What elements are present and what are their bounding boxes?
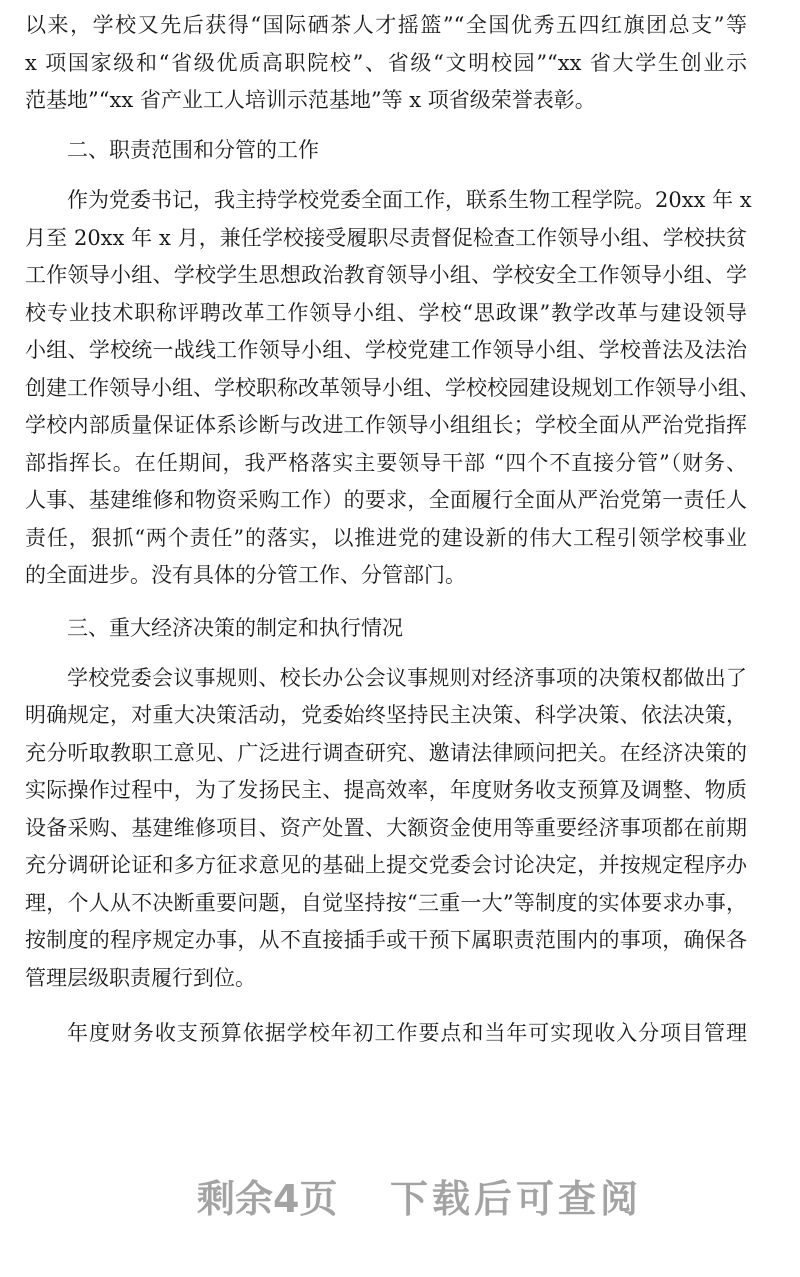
paragraph-line: 理，个人从不决断重要问题，自觉坚持按“三重一大”等制度的实体要求办事， xyxy=(25,891,747,915)
download-to-view-link[interactable]: 下载后可查阅 xyxy=(390,1177,643,1221)
paragraph-line: 作为党委书记，我主持学校党委全面工作，联系生物工程学院。20xx 年 x xyxy=(67,188,752,212)
paragraph-line: 人事、基建维修和物资采购工作）的要求，全面履行全面从严治党第一责任人 xyxy=(25,488,747,512)
paragraph-line: 管理层级职责履行到位。 xyxy=(25,966,256,990)
paragraph-line: 部指挥长。在任期间，我严格落实主要领导干部 “四个不直接分管”（财务、 xyxy=(25,451,747,475)
paragraph-line: 以来，学校又先后获得“国际硒茶人才摇篮”“全国优秀五四红旗团总支”等 xyxy=(25,13,747,37)
paragraph-line: 充分听取教职工意见、广泛进行调查研究、邀请法律顾问把关。在经济决策的 xyxy=(25,741,747,765)
paragraph-line: 工作领导小组、学校学生思想政治教育领导小组、学校安全工作领导小组、学 xyxy=(25,263,747,287)
remaining-pages-label: 剩余4页 xyxy=(197,1177,338,1221)
section-heading: 三、重大经济决策的制定和执行情况 xyxy=(67,616,403,640)
section-heading: 二、职责范围和分管的工作 xyxy=(67,138,319,162)
paragraph-line: 明确规定，对重大决策活动，党委始终坚持民主决策、科学决策、依法决策， xyxy=(25,703,747,727)
paragraph-line: 学校内部质量保证体系诊断与改进工作领导小组组长；学校全面从严治党指挥 xyxy=(25,413,747,437)
paragraph-line: 创建工作领导小组、学校职称改革领导小组、学校校园建设规划工作领导小组、 xyxy=(25,376,760,400)
paragraph-line: 实际操作过程中，为了发扬民主、提高效率，年度财务收支预算及调整、物质 xyxy=(25,778,747,802)
paragraph-line: x 项国家级和“省级优质高职院校”、省级“文明校园”“xx 省大学生创业示 xyxy=(25,51,747,75)
paragraph-line: 的全面进步。没有具体的分管工作、分管部门。 xyxy=(25,563,466,587)
paragraph-line: 小组、学校统一战线工作领导小组、学校党建工作领导小组、学校普法及法治 xyxy=(25,338,747,362)
download-prompt[interactable] xyxy=(0,1176,800,1222)
paragraph-line: 充分调研论证和多方征求意见的基础上提交党委会讨论决定，并按规定程序办 xyxy=(25,853,747,877)
paragraph-line: 责任，狠抓“两个责任”的落实，以推进党的建设新的伟大工程引领学校事业 xyxy=(25,526,747,550)
paragraph-line: 范基地”“xx 省产业工人培训示范基地”等 x 项省级荣誉表彰。 xyxy=(25,88,596,112)
paragraph-line: 月至 20xx 年 x 月，兼任学校接受履职尽责督促检查工作领导小组、学校扶贫 xyxy=(25,226,747,250)
paragraph-line: 设备采购、基建维修项目、资产处置、大额资金使用等重要经济事项都在前期 xyxy=(25,816,747,840)
paragraph-line: 按制度的程序规定办事，从不直接插手或干预下属职责范围内的事项，确保各 xyxy=(25,928,747,952)
paragraph-line: 学校党委会议事规则、校长办公会议事规则对经济事项的决策权都做出了 xyxy=(67,666,747,690)
paragraph-line: 校专业技术职称评聘改革工作领导小组、学校“思政课”教学改革与建设领导 xyxy=(25,301,747,325)
paragraph-line: 年度财务收支预算依据学校年初工作要点和当年可实现收入分项目管理 xyxy=(67,1021,747,1045)
